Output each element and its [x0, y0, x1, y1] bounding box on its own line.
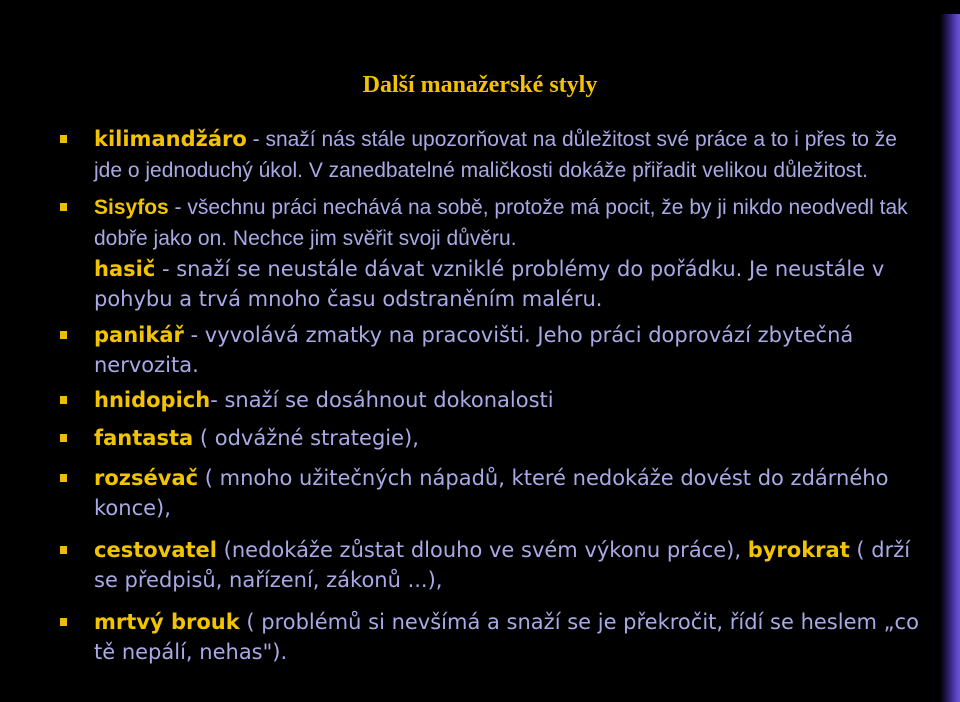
square-bullet-icon — [60, 546, 67, 554]
list-item-rozsevac — [58, 463, 920, 523]
item-keyword: kilimandžáro — [94, 127, 247, 151]
square-bullet-icon — [60, 331, 67, 339]
item-text: ( problémů si nevšímá a snaží se je překročit, řídí se heslem „co tě nepálí, nehas"). — [94, 610, 919, 664]
decorative-edge-bar-top — [940, 0, 960, 14]
item-text: - snaží se dosáhnout dokonalosti — [210, 388, 554, 412]
item-text-2: ( drží se předpisů, nařízení, zákonů ...), — [94, 538, 911, 592]
list-item-hasic — [58, 254, 920, 314]
list-item-fantasta — [58, 423, 920, 453]
square-bullet-icon — [60, 434, 67, 442]
item-text: - všechnu práci nechává na sobě, protože má pocit, že by ji nikdo neodvedl tak dobře jako on. Nechce jim svěřit svoji důvěru. — [94, 196, 908, 250]
list-item-mrtvy-brouk — [58, 607, 920, 667]
item-text: ( mnoho užitečných nápadů, které nedokáže dovést do zdárného konce), — [94, 466, 889, 520]
item-text: - snaží nás stále upozorňovat na důležitost své práce a to i přes to že jde o jednoduchý úkol. V zanedbatelné maličkosti dokáže přiřadit velikou důležitost. — [94, 128, 897, 182]
item-keyword: cestovatel — [94, 538, 217, 562]
item-keyword-2: byrokrat — [747, 538, 850, 562]
list-item-kilimandzaro — [58, 124, 920, 186]
square-bullet-icon — [60, 203, 67, 211]
square-bullet-icon — [60, 135, 67, 143]
square-bullet-icon — [60, 474, 67, 482]
decorative-edge-bar — [940, 14, 960, 702]
bullet-list — [58, 124, 920, 667]
item-keyword: mrtvý brouk — [94, 610, 240, 634]
item-text: ( odvážné strategie), — [193, 426, 419, 450]
list-item-hnidopich — [58, 385, 920, 415]
list-item-panikar — [58, 320, 920, 380]
item-keyword: panikář — [94, 323, 184, 347]
item-keyword: rozsévač — [94, 466, 199, 490]
item-text: - vyvolává zmatky na pracovišti. Jeho práci doprovází zbytečná nervozita. — [94, 323, 854, 377]
item-text: (nedokáže zůstat dlouho ve svém výkonu práce), — [217, 538, 748, 562]
item-keyword: fantasta — [94, 426, 194, 450]
square-bullet-icon — [60, 618, 67, 626]
item-keyword: hasič — [94, 257, 156, 281]
item-keyword: Sisyfos — [94, 196, 169, 219]
list-item-sisyfos — [58, 192, 920, 254]
item-text: - snaží se neustále dávat vzniklé problémy do pořádku. Je neustále v pohybu a trvá mnoho času odstraněním maléru. — [94, 257, 885, 311]
square-bullet-icon — [60, 396, 67, 404]
item-keyword: hnidopich — [94, 388, 211, 412]
list-item-cestovatel — [58, 535, 920, 595]
slide-title: Další manažerské styly — [362, 72, 598, 98]
